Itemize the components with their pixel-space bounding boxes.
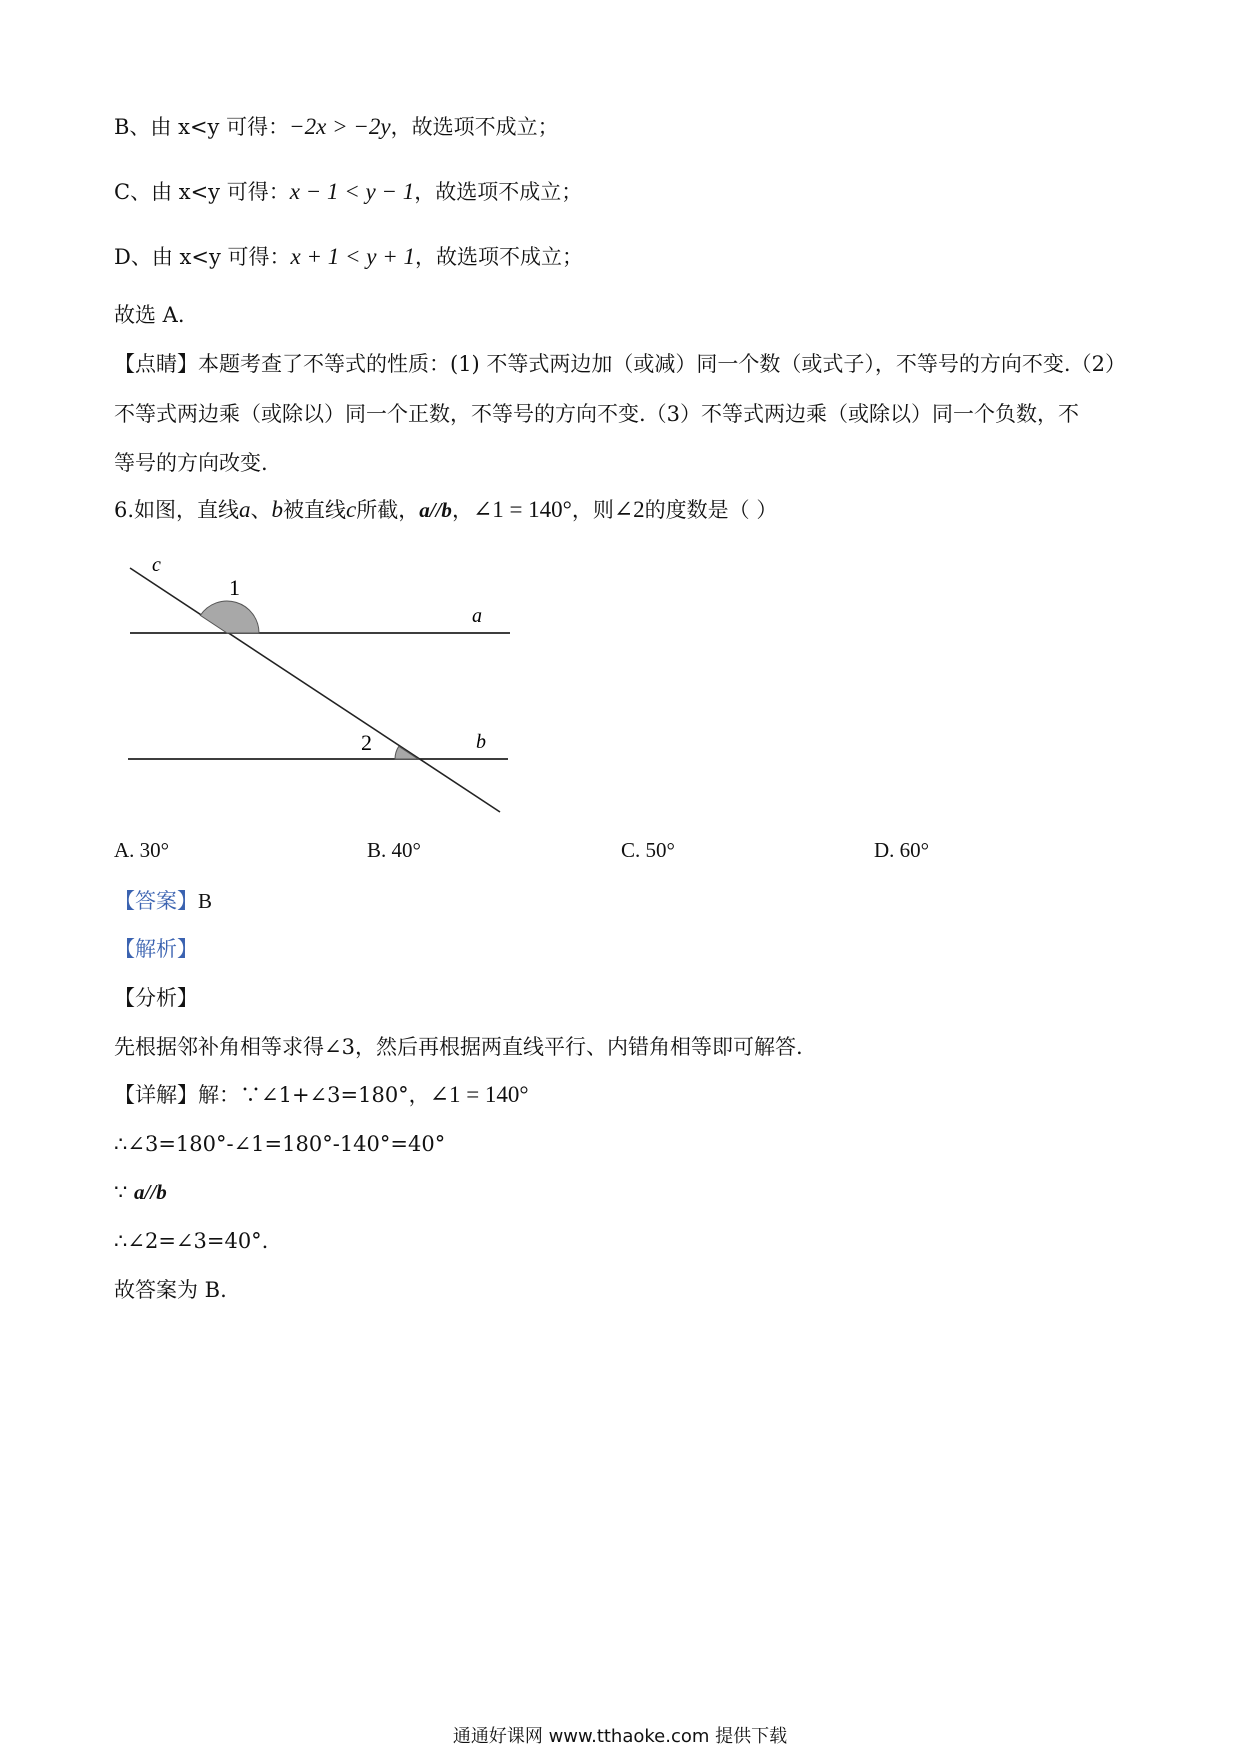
note-line-3: 等号的方向改变. xyxy=(114,451,268,475)
detail-line-3-b: a//b xyxy=(134,1180,167,1204)
line-b-math: −2x > −2y xyxy=(289,114,391,139)
label-c: c xyxy=(152,554,161,576)
line-c-suffix: ，故选项不成立； xyxy=(414,180,583,204)
option-b[interactable] xyxy=(367,838,421,863)
detail-line-5: 故答案为 B. xyxy=(114,1278,227,1302)
var-b: b xyxy=(271,497,284,522)
stem-part-d: ，则 xyxy=(571,498,614,522)
analysis-tag: 【解析】 xyxy=(114,937,198,961)
page-footer: 通通好课网 www.tthaoke.com 提供下载 xyxy=(452,1726,788,1747)
option-b-text: 40° xyxy=(391,838,421,862)
parallel-lines-figure xyxy=(110,550,530,820)
stem-part-a: 6.如图，直线 xyxy=(114,498,240,522)
option-d-text: 60° xyxy=(899,838,930,862)
var-a: a xyxy=(239,497,251,522)
fenxi-text: 先根据邻补角相等求得∠3，然后再根据两直线平行、内错角相等即可解答. xyxy=(114,1035,803,1059)
solution-line-d xyxy=(114,242,583,272)
option-c[interactable] xyxy=(621,838,675,863)
given-angle: ∠1 = 140° xyxy=(472,497,572,522)
line-d-prefix: D、由 x<y 可得： xyxy=(114,245,291,269)
detail-line-1-a: 【详解】解：∵∠1+∠3=180°， xyxy=(114,1083,430,1107)
line-c-math: x − 1 < y − 1 xyxy=(289,179,415,204)
detail-line-1 xyxy=(114,1080,529,1110)
angle-2-shade xyxy=(395,746,418,759)
note-line-1: 【点睛】本题考查了不等式的性质：(1) 不等式两边加（或减）同一个数（或式子），不等号的方向不变.（2） xyxy=(114,352,1126,376)
solution-line-c xyxy=(114,177,582,207)
option-a-text: 30° xyxy=(139,838,170,862)
option-c-letter: C. xyxy=(621,838,641,862)
option-d-letter: D. xyxy=(874,838,895,862)
stem-comma: ， xyxy=(451,498,473,522)
var-c: c xyxy=(346,497,357,522)
line-b-suffix: ，故选项不成立； xyxy=(390,115,559,139)
label-1: 1 xyxy=(229,575,240,600)
stem-part-b: 被直线 xyxy=(283,498,347,522)
line-b-prefix: B、由 x<y 可得： xyxy=(114,115,290,139)
detail-line-4: ∴∠2=∠3=40°. xyxy=(114,1229,269,1253)
asked-angle: ∠2 xyxy=(613,497,645,522)
answer-tag: 【答案】 xyxy=(114,889,198,913)
option-a-letter: A. xyxy=(114,838,135,862)
stem-part-c: 所截， xyxy=(356,498,420,522)
line-c-prefix: C、由 x<y 可得： xyxy=(114,180,290,204)
label-a: a xyxy=(472,605,482,627)
line-d-math: x + 1 < y + 1 xyxy=(290,244,415,269)
stem-sep: 、 xyxy=(250,498,272,522)
stem-part-e: 的度数是（ ） xyxy=(644,498,778,522)
question-6-stem xyxy=(114,495,777,525)
line-d-suffix: ，故选项不成立； xyxy=(414,245,583,269)
line-c xyxy=(130,568,500,812)
detail-line-3 xyxy=(114,1177,167,1207)
conclusion-a: 故选 A. xyxy=(114,303,185,327)
fenxi-tag: 【分析】 xyxy=(114,986,198,1010)
detail-line-1-b: ∠1 = 140° xyxy=(429,1082,529,1107)
label-2: 2 xyxy=(361,730,372,755)
option-d[interactable] xyxy=(874,838,929,863)
label-b: b xyxy=(476,731,486,753)
option-b-letter: B. xyxy=(367,838,387,862)
answer-line xyxy=(114,886,212,916)
solution-line-b xyxy=(114,112,559,142)
angle-1-shade xyxy=(200,601,259,633)
note-line-2: 不等式两边乘（或除以）同一个正数，不等号的方向不变.（3）不等式两边乘（或除以）同一个负数，不 xyxy=(114,402,1080,426)
option-c-text: 50° xyxy=(645,838,675,862)
detail-line-3-a: ∵ xyxy=(114,1180,135,1204)
parallel-notation: a//b xyxy=(419,498,452,522)
detail-line-2: ∴∠3=180°-∠1=180°-140°=40° xyxy=(114,1132,446,1156)
answer-value: B xyxy=(198,889,213,913)
option-a[interactable] xyxy=(114,838,169,863)
